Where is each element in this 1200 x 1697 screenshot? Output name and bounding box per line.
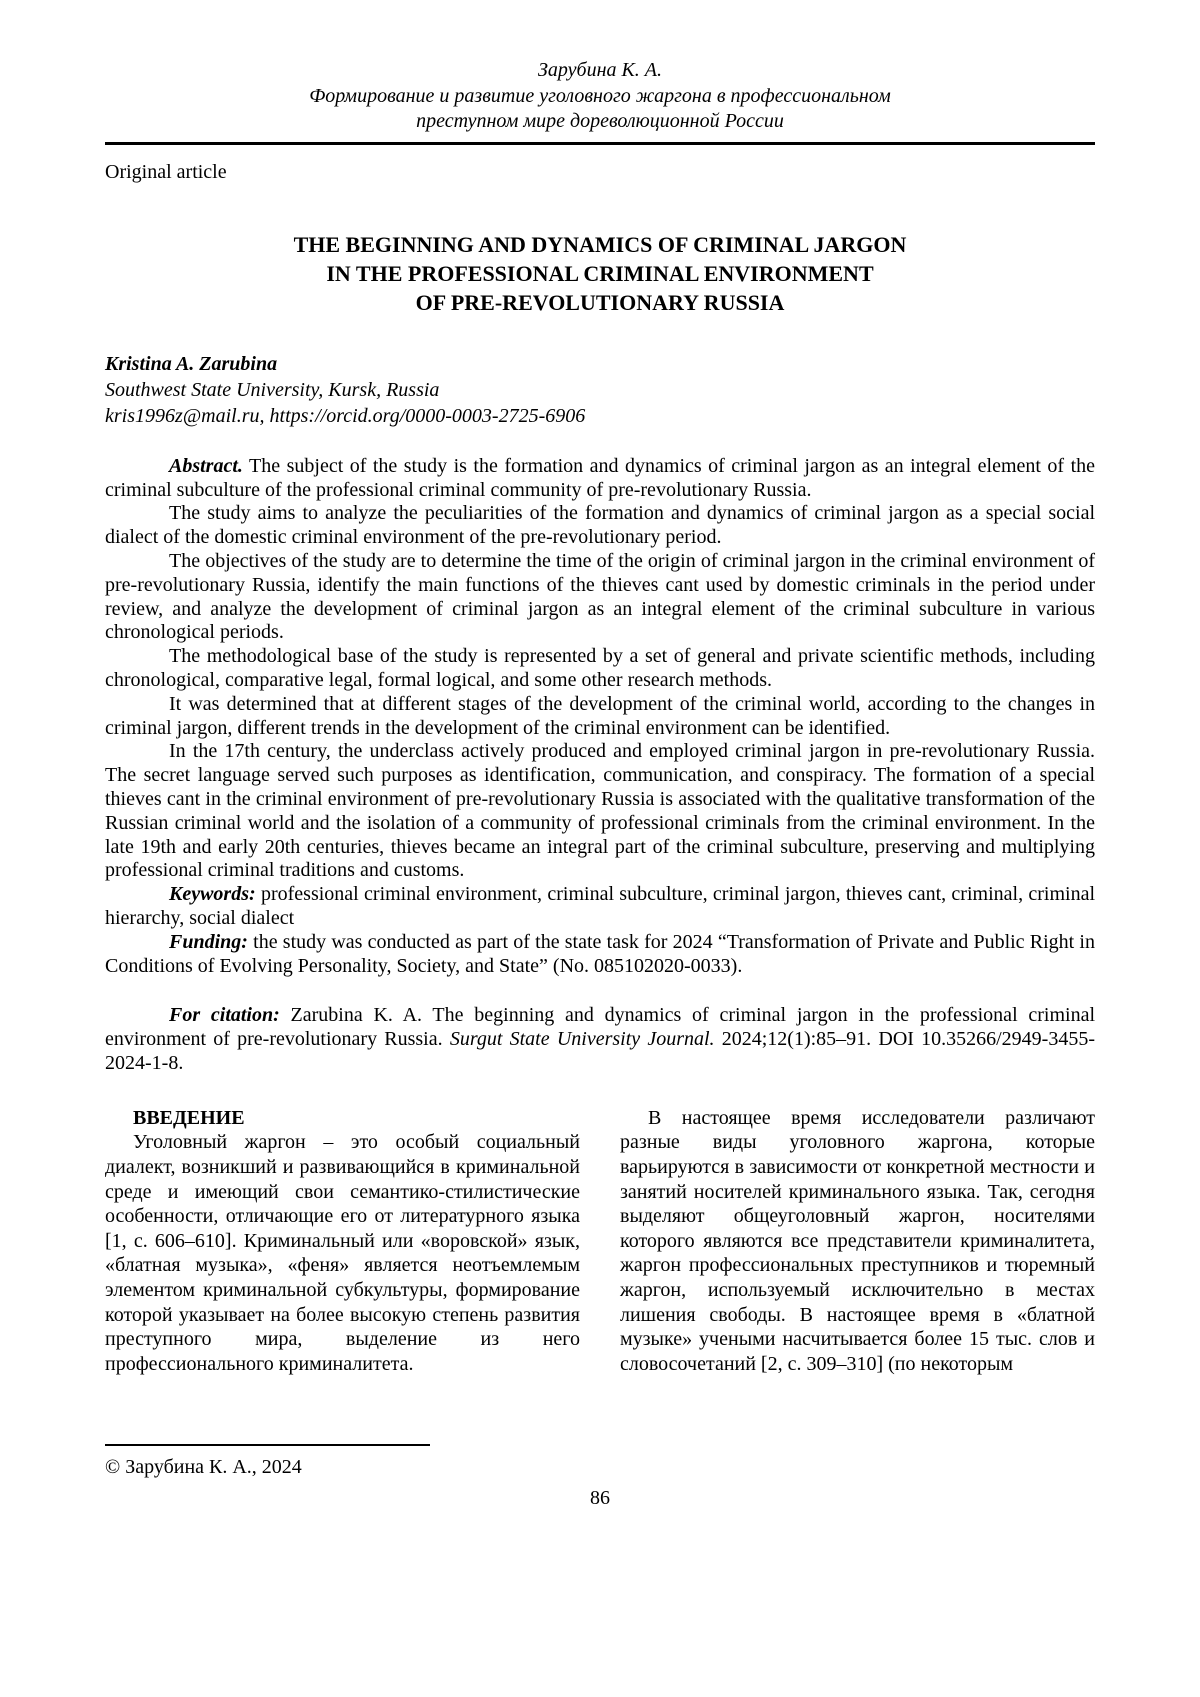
abstract-text: The subject of the study is the formation and dynamics of criminal jargon as an integral element of the criminal subculture of the professional criminal community of pre-revolutionary Russia. [105,454,1095,501]
body-paragraph: В настоящее время исследователи различают разные виды уголовного жаргона, которые варьируются в зависимости от конкретной местности и занятий носителей криминального языка. Так, сегодня выделяют общеуголовный жаргон, носителями которого являются все представители криминалитета, жаргон профессиональных преступников и тюремный жаргон, используемый исключительно в местах лишения свободы. В настоящее время в «блатной музыке» учеными насчитывается более 15 тыс. слов и словосочетаний [2, с. 309–310] (по некоторым [620,1106,1095,1375]
author-block [105,351,1095,429]
abstract-paragraph: The methodological base of the study is represented by a set of general and private scientific methods, including chronological, comparative legal, formal logical, and some other research methods. [105,645,1095,692]
funding-paragraph [105,931,1095,979]
introduction-heading: ВВЕДЕНИЕ [133,1106,245,1129]
author-name: Kristina A. Zarubina [105,352,278,375]
right-column [620,1106,1095,1377]
header-divider [105,142,1095,145]
citation-text-after: 2024;12(1):85–91. DOI 10.35266/2949-3455-2024-1-8. [105,1028,1096,1074]
running-head-title-line2: преступном мире дореволюционной России [416,110,784,133]
keywords-label: Keywords: [169,883,256,906]
article-title-line1: THE BEGINNING AND DYNAMICS OF CRIMINAL JARGON [293,231,907,257]
abstract-paragraph: In the 17th century, the underclass actively produced and employed criminal jargon in pre-revolutionary Russia. The secret language served such purposes as identification, communication, and conspiracy. The formation of a special thieves cant in the criminal environment of pre-revolutionary Russia is associated with the qualitative transformation of the Russian criminal world and the isolation of a community of professional criminals from the criminal environment. In the late 19th and early 20th centuries, thieves became an integral part of the criminal subculture, preserving and multiplying professional criminal traditions and customs. [105,740,1095,882]
keywords-text: professional criminal environment, criminal subculture, criminal jargon, thieves cant, criminal, criminal hierarchy, social dialect [105,883,1096,930]
author-contact: kris1996z@mail.ru, https://orcid.org/0000-0003-2725-6906 [105,404,586,427]
funding-label: Funding: [169,930,248,953]
citation-journal-name: Surgut State University Journal. [449,1028,715,1051]
running-head-title-line1: Формирование и развитие уголовного жаргона в профессиональном [309,84,891,107]
citation-label: For citation: [169,1004,280,1027]
abstract-paragraph: The objectives of the study are to determine the time of the origin of criminal jargon in the criminal environment of pre-revolutionary Russia, identify the main functions of the thieves cant used by domestic criminals in the period under review, and analyze the development of criminal jargon as an integral element of the criminal subculture in various chronological periods. [105,550,1095,644]
author-affiliation: Southwest State University, Kursk, Russia [105,378,440,401]
article-title-line2: IN THE PROFESSIONAL CRIMINAL ENVIRONMENT [326,260,874,286]
abstract-section [105,455,1095,979]
abstract-paragraph: The study aims to analyze the peculiarities of the formation and dynamics of criminal jargon as a special social dialect of the domestic criminal environment of the pre-revolutionary period. [105,502,1095,549]
page-footer [105,1444,1095,1510]
article-title [105,230,1095,317]
abstract-paragraph [105,455,1095,503]
two-column-body [105,1106,1095,1377]
article-title-line3: OF PRE-REVOLUTIONARY RUSSIA [415,289,785,315]
left-column [105,1106,580,1377]
abstract-paragraph: It was determined that at different stages of the development of the criminal world, according to the changes in criminal jargon, different trends in the development of the criminal environment can be identified. [105,692,1095,739]
running-head [105,58,1095,135]
copyright-notice: © Зарубина К. А., 2024 [105,1456,302,1478]
citation-section [105,1004,1095,1075]
running-head-author: Зарубина К. А. [538,59,662,81]
page-number: 86 [590,1487,610,1509]
keywords-paragraph [105,883,1095,931]
article-type-label: Original article [105,160,227,183]
introduction-paragraph: Уголовный жаргон – это особый социальный диалект, возникший и развивающийся в криминальной среде и имеющий свои семантико-стилистические особенности, отличающие его от литературного языка [1, с. 606–610]. Криминальный или «воровской» язык, «блатная музыка», «феня» является неотъемлемым элементом криминальной субкультуры, формирование которой указывает на более высокую степень развития преступного мира, выделение из него профессионального криминалитета. [105,1131,580,1375]
citation-paragraph [105,1004,1095,1075]
abstract-label: Abstract. [169,454,243,477]
citation-text-before: Zarubina K. A. The beginning and dynamics of criminal jargon in the professional criminal environment of pre-revolutionary Russia. [105,1004,1096,1051]
footer-divider [105,1444,430,1446]
funding-text: the study was conducted as part of the state task for 2024 “Transformation of Private and Public Right in Conditions of Evolving Personality, Society, and State” (No. 085102020-0033). [105,930,1095,977]
